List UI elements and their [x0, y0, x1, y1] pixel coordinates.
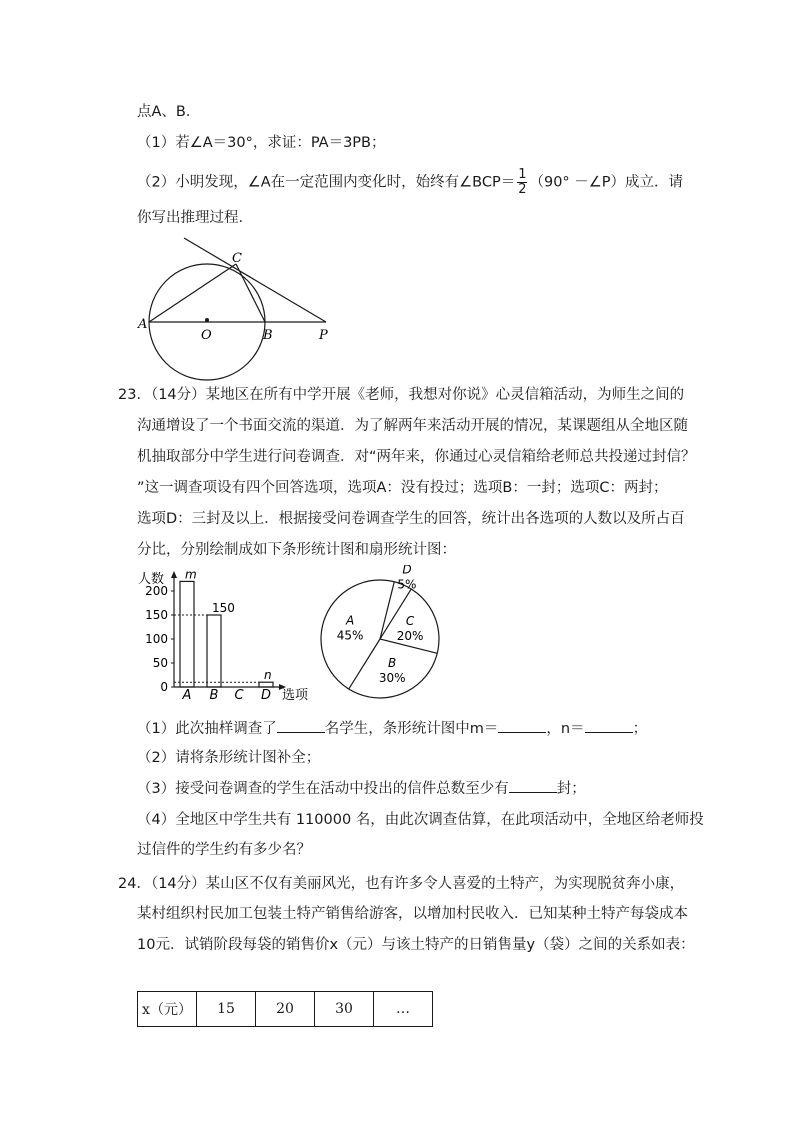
- bar-xlabel: 选项: [282, 688, 309, 703]
- q22-part2-line2: 你写出推理过程．: [137, 210, 253, 226]
- bar-ytick-label: 50: [152, 656, 168, 670]
- answer-blank-m[interactable]: [498, 718, 546, 733]
- pie-label-C: C: [405, 613, 415, 628]
- table-cell-ellipsis: …: [374, 992, 433, 1027]
- bar-ytick-label: 200: [145, 584, 168, 598]
- price-table: [137, 991, 433, 1027]
- answer-blank-letters[interactable]: [509, 778, 557, 793]
- circle-tangent-figure: [130, 232, 350, 382]
- bar-category-label: C: [234, 688, 244, 703]
- q23-sub3: [137, 778, 586, 799]
- table-row: [138, 992, 433, 1027]
- bar-D: [259, 682, 273, 687]
- bar-B: [207, 615, 221, 687]
- q23-sub1-n: ，n＝: [546, 721, 585, 737]
- label-a: A: [138, 317, 148, 332]
- q23-intro-line2: 沟通增设了一个书面交流的渠道．为了解两年来活动开展的情况，某课题组从全地区随: [137, 418, 688, 434]
- bar-value-label: n: [264, 668, 272, 683]
- q24-intro-line1: 24．（14分）某山区不仅有美丽风光，也有许多令人喜爱的土特产，为实现脱贫奔小康，: [118, 876, 685, 892]
- bar-ylabel: 人数: [138, 572, 165, 587]
- q23-sub4-line2: 过信件的学生约有多少名？: [137, 842, 311, 858]
- q22-part2: [137, 168, 683, 197]
- bar-y-axis-arrow: [171, 571, 177, 578]
- bar-category-label: D: [260, 688, 272, 703]
- q23-sub1-text-b: 名学生，条形统计图中: [324, 721, 470, 737]
- q24-intro-line3: 10元．试销阶段每袋的销售价x（元）与该土特产的日销售量y（袋）之间的关系如表：: [137, 937, 695, 953]
- bar-value-label: 150: [212, 601, 235, 615]
- answer-blank-n[interactable]: [585, 718, 633, 733]
- pie-slice-edge-D: [380, 582, 394, 639]
- pie-percent-D: 5%: [397, 577, 417, 592]
- bar-ytick-label: 100: [145, 632, 168, 646]
- tangent-line-cp: [184, 238, 326, 322]
- table-cell: 15: [197, 992, 256, 1027]
- pie-label-D: D: [402, 565, 412, 577]
- q23-sub1-text-a: （1）此次抽样调查了: [137, 721, 277, 737]
- bar-value-label: m: [185, 567, 197, 582]
- pie-label-B: B: [388, 656, 397, 671]
- table-cell-x-header: x（元）: [138, 992, 197, 1027]
- label-p: P: [319, 328, 328, 343]
- q23-intro-line6: 分比，分别绘制成如下条形统计图和扇形统计图：: [137, 542, 456, 558]
- answer-blank-total[interactable]: [277, 718, 325, 733]
- label-o: O: [201, 328, 212, 343]
- q22-part1: （1）若∠A＝30°，求证：PA＝3PB；: [137, 135, 386, 151]
- q22-part2-text-a: （2）小明发现，∠A在一定范围内变化时，始终有∠BCP＝: [137, 174, 516, 191]
- chord-cb: [236, 264, 265, 322]
- pie-percent-B: 30%: [378, 671, 406, 686]
- fraction-denominator: 2: [518, 182, 527, 197]
- q23-sub4-line1: （4）全地区中学生共有 110000 名，由此次调查估算，在此项活动中，全地区给老师投: [137, 812, 704, 828]
- pie-label-A: A: [346, 613, 355, 628]
- q23-sub1-m: m＝: [469, 721, 499, 737]
- q23-intro-line4: ”这一调查项设有四个回答选项，选项A：没有投过；选项B：一封；选项C：两封；: [137, 480, 668, 496]
- table-cell: 20: [256, 992, 315, 1027]
- bar-category-label: B: [209, 688, 219, 703]
- fraction-numerator: 1: [518, 167, 527, 182]
- fraction-one-half: [517, 168, 527, 197]
- q22-text-line1: 点A、B．: [137, 104, 201, 120]
- bar-A: [180, 581, 194, 687]
- q24-intro-line2: 某村组织村民加工包装土特产销售给游客，以增加村民收入．已知某种土特产每袋成本: [137, 906, 688, 922]
- q23-intro-line3: 机抽取部分中学生进行问卷调查．对“两年来，你通过心灵信箱给老师总共投递过封信？: [137, 449, 696, 465]
- q23-sub3-text-b: 封；: [556, 781, 586, 797]
- bar-category-label: A: [182, 688, 192, 703]
- pie-percent-A: 45%: [336, 628, 364, 643]
- q22-part2-text-b: （90° －∠P）成立．请: [529, 174, 684, 191]
- bar-chart: [132, 567, 317, 707]
- center-point-o: [205, 318, 209, 322]
- chord-ac: [149, 264, 236, 322]
- table-cell: 30: [315, 992, 374, 1027]
- q23-sub2: （2）请将条形统计图补全；: [137, 750, 321, 766]
- q23-sub3-text-a: （3）接受问卷调查的学生在活动中投出的信件总数至少有: [137, 781, 509, 797]
- label-c: C: [232, 251, 242, 266]
- q23-sub1-end: ；: [632, 721, 648, 737]
- q23-intro-line5: 选项D：三封及以上．根据接受问卷调查学生的回答，统计出各选项的人数以及所占百: [137, 511, 685, 527]
- pie-percent-C: 20%: [396, 628, 424, 643]
- q23-intro-line1: 23．（14分）某地区在所有中学开展《老师，我想对你说》心灵信箱活动，为师生之间的: [118, 387, 685, 403]
- pie-chart: [315, 565, 450, 705]
- pie-slice-edge-A: [349, 639, 380, 689]
- bar-ytick-label: 150: [145, 608, 168, 622]
- bar-ytick-label: 0: [160, 680, 168, 694]
- label-b: B: [263, 328, 273, 343]
- q23-sub1: [137, 718, 647, 739]
